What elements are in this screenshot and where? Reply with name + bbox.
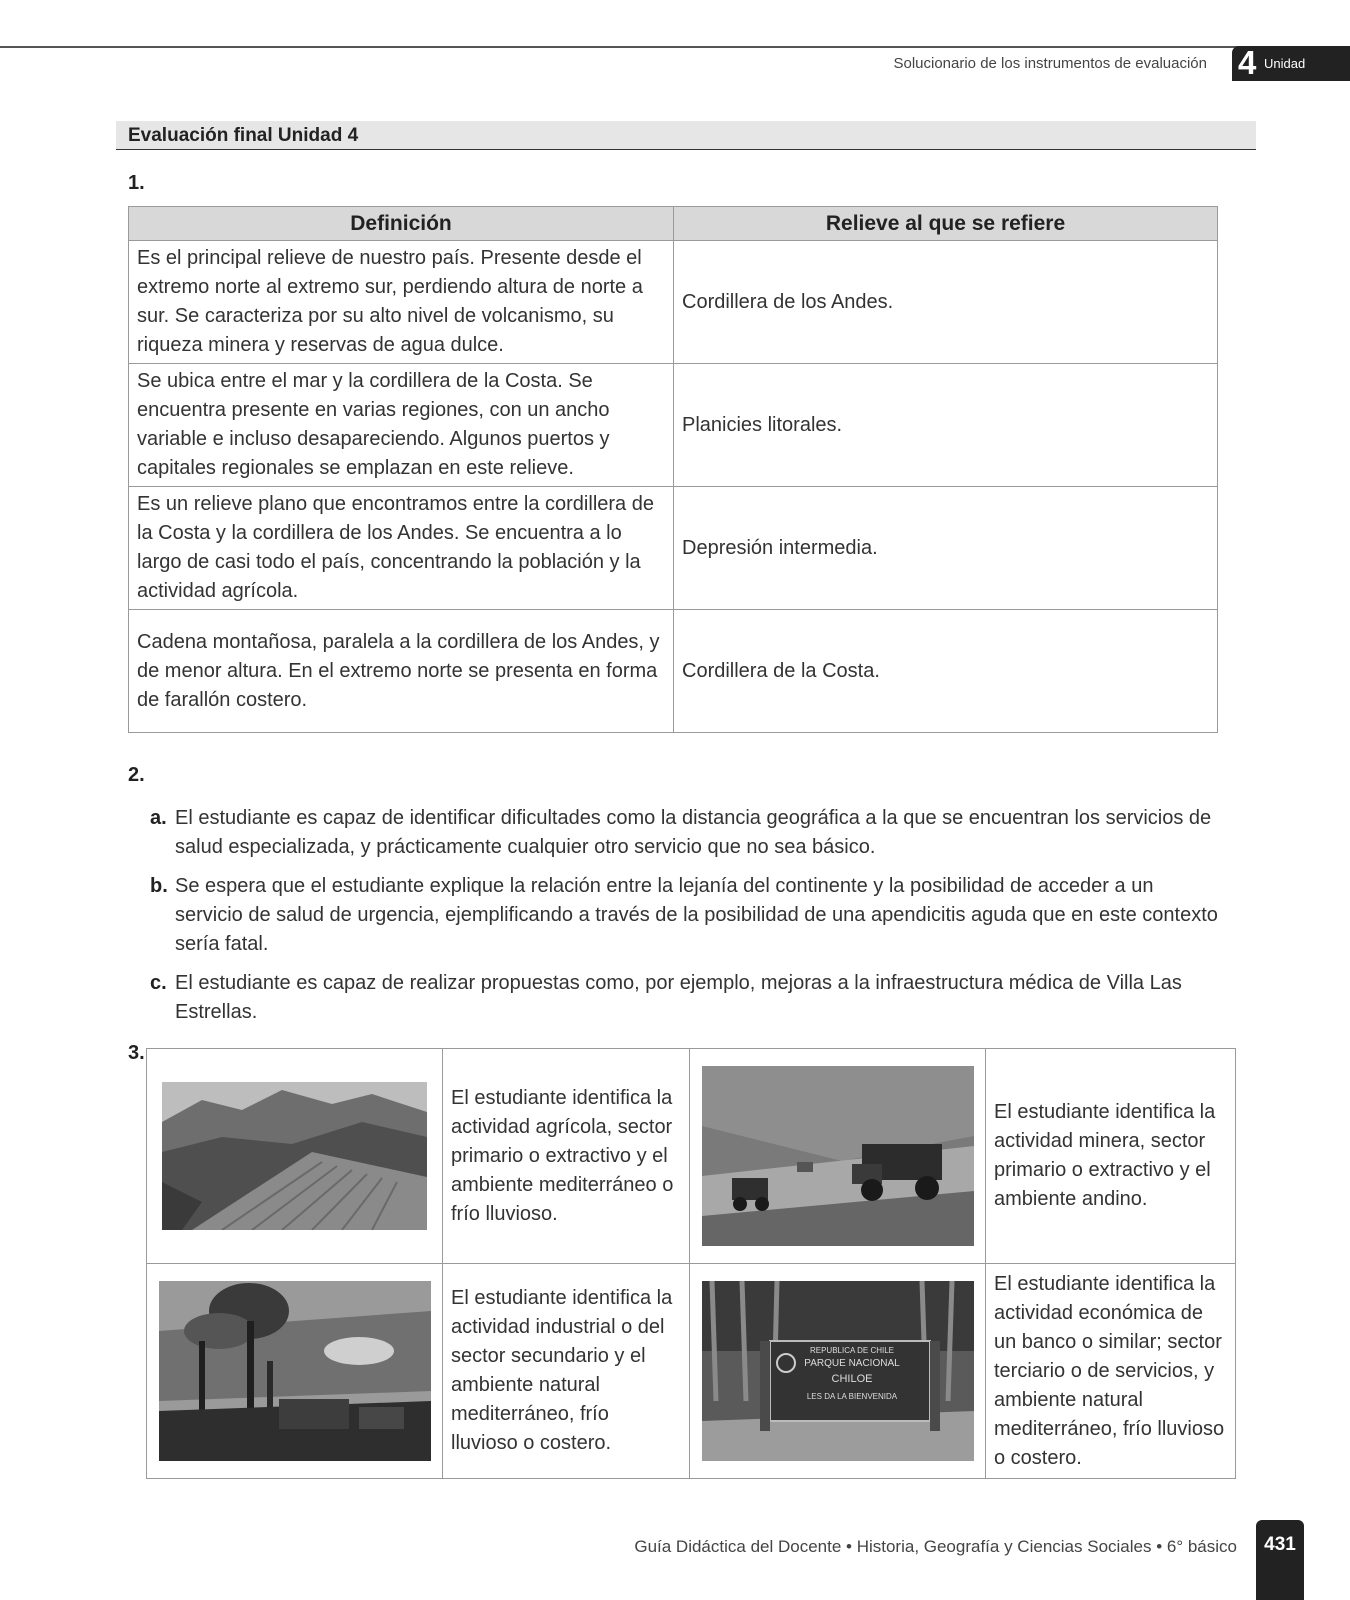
national-park-sign-photo xyxy=(702,1281,974,1461)
table-row xyxy=(129,610,1218,733)
activity-text-cell: El estudiante identifica la actividad industrial o del sector secundario y el ambiente natural mediterráneo, frío lluvioso o costero. xyxy=(443,1264,690,1479)
section-title: Evaluación final Unidad 4 xyxy=(128,125,359,146)
definition-cell: Cadena montañosa, paralela a la cordillera de los Andes, y de menor altura. En el extremo norte se presenta en forma de farallón costero. xyxy=(129,610,674,733)
sign-line-3: CHILOE xyxy=(831,1373,872,1385)
footer-text: Guía Didáctica del Docente • Historia, Geografía y Ciencias Sociales • 6° básico xyxy=(634,1537,1237,1556)
question-2-number: 2. xyxy=(128,764,145,786)
question-2-answers xyxy=(150,804,1220,1037)
activity-text-cell: El estudiante identifica la actividad económica de un banco o similar; sector terciario o de servicios, y ambiente natural mediterráneo, frío lluvioso o costero. xyxy=(986,1264,1236,1479)
sign-line-2: PARQUE NACIONAL xyxy=(803,1358,900,1369)
answer-text: Se espera que el estudiante explique la relación entre la lejanía del continente y la posibilidad de acceder a un servicio de salud de urgencia, ejemplificando a través de la posibilidad de una apendicitis aguda que en este contexto sería fatal. xyxy=(175,875,1218,955)
table-row xyxy=(129,487,1218,610)
answer-text: El estudiante es capaz de identificar dificultades como la distancia geográfica a la que se encuentran los servicios de salud especializada, y prácticamente cualquier otro servicio que no sea básico. xyxy=(175,807,1212,858)
table-row xyxy=(147,1049,1236,1264)
page-number-tab xyxy=(1256,1520,1304,1600)
answer-c xyxy=(150,969,1220,1027)
table-header-row xyxy=(129,207,1218,241)
industrial-smokestacks-photo xyxy=(159,1281,431,1461)
relief-table xyxy=(128,206,1218,733)
definition-cell: Se ubica entre el mar y la cordillera de la Costa. Se encuentra presente en varias regiones, con un ancho variable e incluso desapareciendo. Algunos puertos y capitales regionales se emplazan en este relieve. xyxy=(129,364,674,487)
unit-label: Unidad xyxy=(1264,56,1306,71)
definition-cell: Es un relieve plano que encontramos entre la cordillera de la Costa y la cordillera de los Andes. Se encuentra a lo largo de casi todo el país, concentrando la población y la actividad agrícola. xyxy=(129,487,674,610)
sign-line-1: REPUBLICA DE CHILE xyxy=(809,1346,894,1355)
table-row xyxy=(129,241,1218,364)
relief-cell: Depresión intermedia. xyxy=(674,487,1218,610)
answer-a xyxy=(150,804,1220,862)
activity-text-cell: El estudiante identifica la actividad agrícola, sector primario o extractivo y el ambiente mediterráneo o frío lluvioso. xyxy=(443,1049,690,1264)
photo-cell xyxy=(690,1264,986,1479)
relief-cell: Planicies litorales. xyxy=(674,364,1218,487)
answer-text: El estudiante es capaz de realizar propuestas como, por ejemplo, mejoras a la infraestructura médica de Villa Las Estrellas. xyxy=(175,972,1182,1023)
header-relieve: Relieve al que se refiere xyxy=(674,207,1218,241)
question-3-number: 3. xyxy=(128,1042,145,1064)
relief-cell: Cordillera de los Andes. xyxy=(674,241,1218,364)
definition-cell: Es el principal relieve de nuestro país. Presente desde el extremo norte al extremo sur, perdiendo altura de norte a sur. Se caracteriza por su alto nivel de volcanismo, su riqueza minera y reservas de agua dulce. xyxy=(129,241,674,364)
answer-letter: a. xyxy=(150,807,167,829)
answer-b xyxy=(150,872,1220,959)
question-1-number: 1. xyxy=(128,172,145,194)
page-number: 431 xyxy=(1264,1534,1296,1555)
activity-text-cell: El estudiante identifica la actividad minera, sector primario o extractivo y el ambiente andino. xyxy=(986,1049,1236,1264)
section-heading xyxy=(116,121,1256,150)
agricultural-valley-photo xyxy=(162,1082,427,1230)
mining-trucks-photo xyxy=(702,1066,974,1246)
table-row xyxy=(129,364,1218,487)
unit-number: 4 xyxy=(1238,44,1257,81)
sign-line-4: LES DA LA BIENVENIDA xyxy=(806,1392,897,1401)
relief-cell: Cordillera de la Costa. xyxy=(674,610,1218,733)
table-row xyxy=(147,1264,1236,1479)
photo-cell xyxy=(690,1049,986,1264)
header-definicion: Definición xyxy=(129,207,674,241)
photo-cell xyxy=(147,1264,443,1479)
top-rule xyxy=(0,46,1350,48)
unit-tab xyxy=(1232,46,1350,81)
photo-cell xyxy=(147,1049,443,1264)
answer-letter: c. xyxy=(150,972,167,994)
answer-letter: b. xyxy=(150,875,168,897)
activities-table xyxy=(146,1048,1236,1479)
running-header: Solucionario de los instrumentos de evaluación xyxy=(893,55,1207,72)
